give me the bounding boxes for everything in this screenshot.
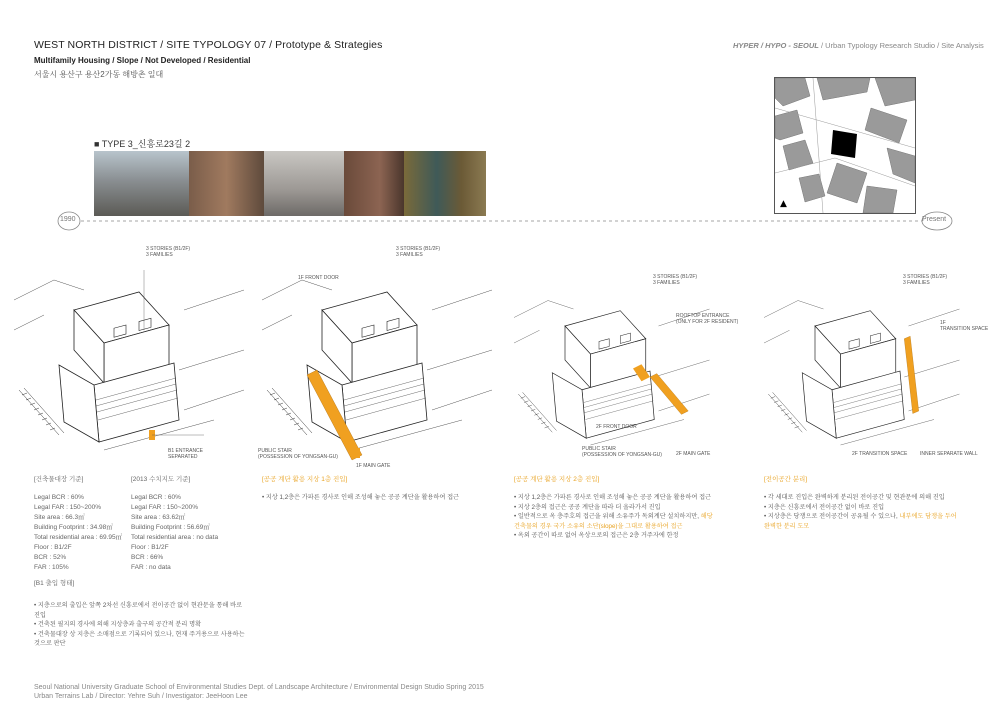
- col2-line: Building Footprint : 56.69㎡: [131, 524, 210, 531]
- svg-text:▲: ▲: [780, 199, 787, 209]
- d3-possession: (POSSESSION OF YONGSAN-GU): [582, 452, 662, 458]
- d2-main-gate: 1F MAIN GATE: [356, 463, 391, 469]
- col5-bullet-3-orange: 내부에도 담쟁을 두어: [899, 513, 957, 520]
- col1-line: Legal FAR : 150~200%: [34, 504, 102, 511]
- page-subtitle: Multifamily Housing / Slope / Not Developed / Residential: [34, 56, 251, 65]
- col5-bullet: • 각 세대로 진입은 완벽하게 분리된 전이공간 및 현관문에 의해 진입: [764, 494, 945, 501]
- axon-diagram-1: [14, 270, 249, 470]
- col1-bullet: 것으로 판단: [34, 640, 66, 647]
- d3-front-door: 2F FRONT DOOR: [596, 424, 637, 430]
- timeline-end: Present: [922, 216, 947, 223]
- d3-stories: 3 STORIES (B1/2F): [653, 274, 698, 280]
- axon-diagram-2: [262, 270, 497, 470]
- col1-line: Total residential area : 69.95㎡: [34, 534, 123, 541]
- col1-line: Site area : 66.3㎡: [34, 514, 85, 521]
- d3-stair-highlight: [650, 374, 688, 415]
- col2-line: BCR : 66%: [131, 554, 164, 561]
- d3-callout-stair: [582, 446, 662, 458]
- d3-main-gate: 2F MAIN GATE: [676, 451, 711, 457]
- type-label: ■ TYPE 3_신흥로23길 2: [94, 139, 191, 149]
- col5-bullet-4: 완벽한 분리 도모: [764, 522, 810, 530]
- col4-bullet-3: [514, 512, 713, 522]
- col4-bullet-5: • 옥외 공간이 따로 없어 옥상으로의 접근은 2층 거주자에 한정: [514, 532, 679, 539]
- col3-heading: [공공 계단 활용 지상 1층 진입]: [262, 476, 348, 483]
- col2-heading: [2013 수치지도 기준]: [131, 476, 191, 483]
- col5-bullet: • 지층은 신흥로에서 전이공간 없이 바로 진입: [764, 503, 885, 511]
- d3-callout-stories: [653, 274, 697, 286]
- col1-bullet: • 지층으로의 출입은 앞쪽 2차선 신흥로에서 전이공간 없이 현관문을 통해 바로: [34, 602, 243, 609]
- d2-possession: (POSSESSION OF YONGSAN-GU): [258, 454, 338, 460]
- col5-text: [764, 475, 957, 531]
- col1-line: BCR : 52%: [34, 554, 67, 561]
- footer: [34, 683, 484, 701]
- col3-bullet: • 지상 1,2층은 가파른 경사로 인해 조성해 놓은 공공 계단을 활용하여 접근: [262, 494, 460, 501]
- photo-1: [94, 151, 189, 216]
- col4-text: [514, 475, 713, 541]
- page-title: WEST NORTH DISTRICT / SITE TYPOLOGY 07 / Prototype & Strategies: [34, 39, 383, 51]
- d2-families: 3 FAMILIES: [396, 252, 423, 258]
- footer-line-2: Urban Terrains Lab / Director: Yehre Suh / Investigator: JeeHoon Lee: [34, 693, 248, 700]
- d3-rooftop: ROOFTOP ENTRANCE: [676, 313, 730, 319]
- d4-transition-2f: 2F TRANSITION SPACE: [852, 451, 908, 457]
- studio-header-bold: HYPER / HYPO - SEOUL: [733, 41, 819, 50]
- address-text: 서울시 용산구 용산2가동 해방촌 일대: [34, 70, 164, 79]
- d1-callout-entrance: [168, 448, 203, 460]
- col1-line: FAR : 105%: [34, 564, 69, 571]
- d3-public-stair: PUBLIC STAIR: [582, 446, 616, 452]
- col4-bullets: [514, 493, 713, 541]
- d2-public-stair: PUBLIC STAIR: [258, 448, 292, 454]
- d3-callout-rooftop: [676, 313, 738, 325]
- col4-heading: [공공 계단 활용 지상 2층 진입]: [514, 476, 600, 483]
- col2-line: Site area : 63.62㎡: [131, 514, 186, 521]
- col1-bullet: • 건축된 필지의 경사에 의해 지상층과 출구의 공간적 분리 명확: [34, 621, 202, 628]
- main-gate-mark: [354, 448, 360, 458]
- d1-entrance: B1 ENTRANCE: [168, 448, 204, 454]
- col1-bullets: [34, 601, 245, 649]
- d4-transition-highlight: [904, 336, 918, 413]
- col5-heading: [전이공간 분리]: [764, 476, 808, 483]
- col1-text: [34, 475, 122, 589]
- photo-5: [404, 151, 486, 216]
- d2-callout-stories: [396, 246, 440, 258]
- d2-front-door: 1F FRONT DOOR: [298, 275, 339, 281]
- d1-families: 3 FAMILIES: [146, 252, 173, 258]
- col1-bullet: • 건축물대장 상 지층은 소매점으로 기록되어 있으나, 현재 주거용으로 사용하는: [34, 630, 245, 638]
- d2-stories: 3 STORIES (B1/2F): [396, 246, 441, 252]
- col5-bullets: [764, 493, 957, 531]
- d4-stories: 3 STORIES (B1/2F): [903, 274, 948, 280]
- axon-diagram-4: [764, 292, 999, 452]
- studio-header-rest: / Urban Typology Research Studio / Site Analysis: [818, 41, 984, 50]
- col2-line: Legal FAR : 150~200%: [131, 504, 199, 511]
- d1-separated: SEPARATED: [168, 454, 198, 460]
- timeline: [57, 210, 962, 232]
- col4-bullet: • 지상 2층의 접근은 공공 계단을 따라 더 올라가서 진입: [514, 503, 661, 511]
- photo-4: [344, 151, 404, 216]
- col1-line: Legal BCR : 60%: [34, 494, 84, 501]
- d3-families: 3 FAMILIES: [653, 280, 680, 286]
- photo-strip: [94, 151, 486, 216]
- col2-line: Total residential area : no data: [131, 534, 219, 541]
- d4-inner-wall: INNER SEPARATE WALL: [920, 451, 978, 457]
- photo-2: [189, 151, 264, 216]
- col4-bullet: • 지상 1,2층은 가파른 경사로 인해 조성해 놓은 공공 계단을 활용하여 접근: [514, 494, 712, 501]
- col1-heading-2: [B1 출입 형태]: [34, 580, 75, 587]
- col1-bullet: 진입: [34, 611, 46, 619]
- d4-families: 3 FAMILIES: [903, 280, 930, 286]
- timeline-start: 1990: [60, 216, 76, 223]
- d1-callout-stories: [146, 246, 190, 258]
- studio-header: [733, 41, 984, 50]
- site-map: [774, 77, 916, 214]
- d4-transition-floor: 1F: [940, 320, 946, 326]
- d4-callout-stories: [903, 274, 947, 286]
- d4-transition-space: TRANSITION SPACE: [940, 326, 989, 332]
- d4-callout-transition: [940, 320, 988, 332]
- col2-line: FAR : no data: [131, 564, 171, 571]
- col3-text: [262, 475, 459, 503]
- d1-stories: 3 STORIES (B1/2F): [146, 246, 191, 252]
- col1-line: Building Footprint : 34.98㎡: [34, 524, 113, 531]
- col4-bullet-3-orange: 해당: [700, 513, 713, 520]
- col2-line: Floor : B1/2F: [131, 544, 169, 551]
- col2-text: [131, 475, 218, 573]
- col5-bullet-3-text: • 지상층은 당쟁으로 전이공간이 공유될 수 있으나,: [764, 513, 898, 520]
- d2-callout-stair: [258, 448, 338, 460]
- photo-3: [264, 151, 344, 216]
- col4-bullet-3-text: • 일반적으로 옥 층주호의 접근을 위해 소유주가 독외계단 설치하지만,: [514, 513, 699, 520]
- col1-line: Floor : B1/2F: [34, 544, 72, 551]
- footer-line-1: Seoul National University Graduate School of Environmental Studies Dept. of Landscape Architecture / Environmental Design Studio Spring 2015: [34, 684, 484, 691]
- col1-heading: [건축물대장 기준]: [34, 476, 84, 483]
- d3-rooftop-note: (ONLY FOR 2F RESIDENT): [676, 319, 739, 325]
- col2-line: Legal BCR : 60%: [131, 494, 181, 501]
- col4-bullet-4: 건축물의 경우 국가 소유의 소단(slope)을 그대로 활용하여 접근: [514, 522, 683, 530]
- col5-bullet-3: [764, 512, 957, 522]
